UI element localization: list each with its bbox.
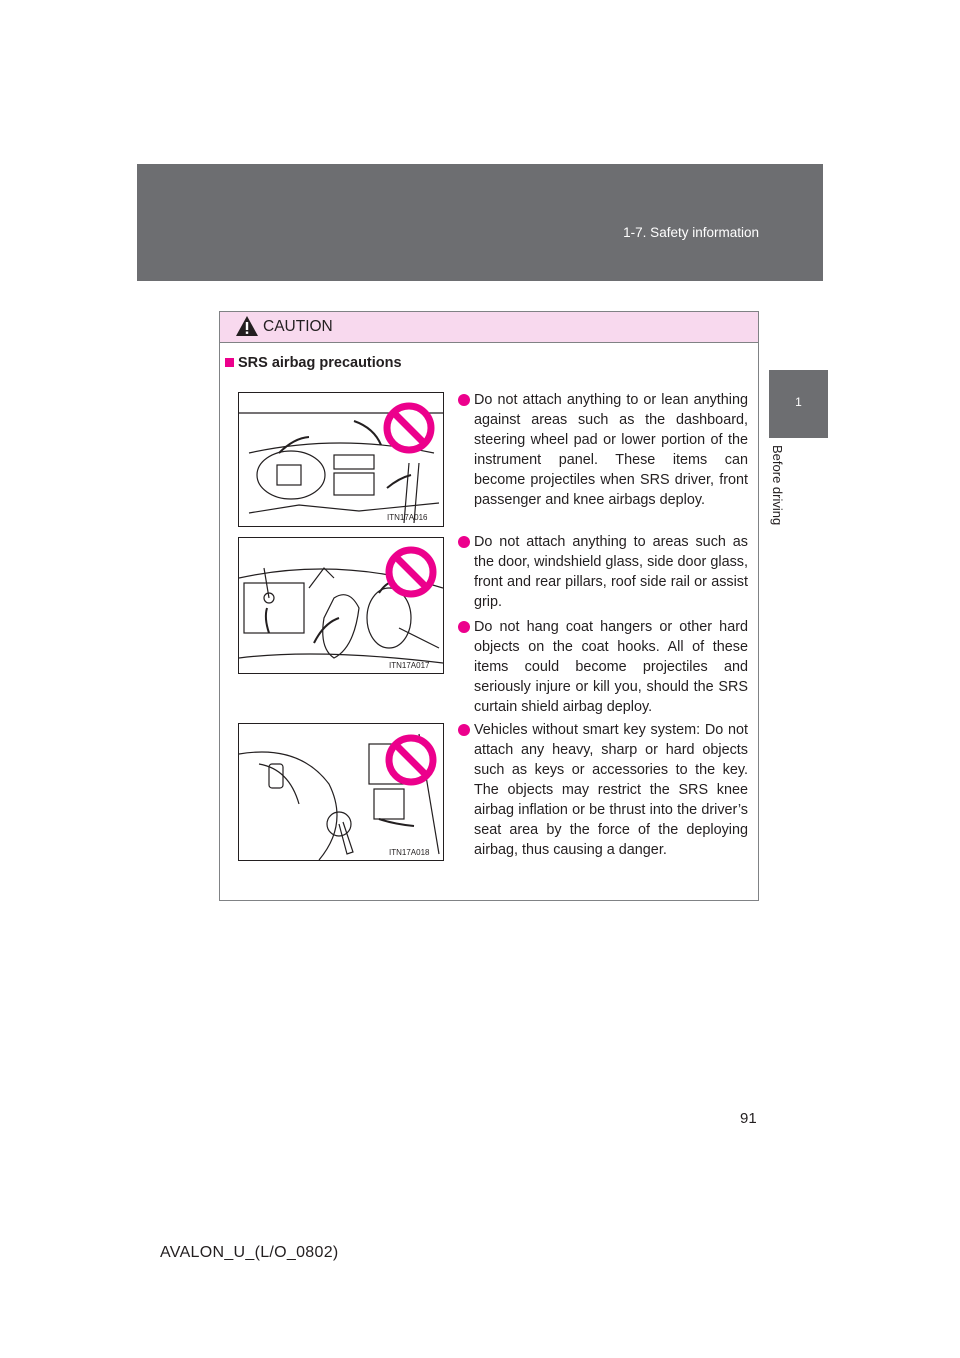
bullet-item: Do not attach anything to or lean anything against areas such as the dashboard, steering wheel pad or lower portion of the instrument panel. These items can become projectiles when SRS driver, front passenger and knee airbags deploy. [474,390,748,510]
bullet-dot-icon [458,536,470,548]
bullet-dot-icon [458,394,470,406]
section-heading: 1-7. Safety information [623,225,759,240]
caution-header [220,312,758,343]
caution-box [219,311,759,901]
chapter-label: Before driving [770,445,785,526]
figure-key-ignition [238,723,444,861]
square-bullet-icon [225,358,234,367]
bullet-item: Do not hang coat hangers or other hard objects on the coat hooks. All of these items could become projectiles and seriously injure or kill you, should the SRS curtain shield airbag deploy. [474,617,748,717]
chapter-tab [769,370,828,438]
page-number: 91 [740,1110,757,1127]
chapter-number: 1 [795,395,802,409]
figure-code: ITN17A017 [389,661,430,670]
figure-dashboard [238,392,444,527]
section-title: SRS airbag precautions [225,355,402,371]
header-band [137,164,823,281]
bullet-item: Do not attach anything to areas such as the door, windshield glass, side door glass, front and rear pillars, roof side rail or assist grip. [474,532,748,612]
bullet-dot-icon [458,724,470,736]
figure-code: ITN17A016 [387,513,428,522]
warning-icon [235,314,259,338]
bullet-item: Vehicles without smart key system: Do not attach any heavy, sharp or hard objects such as keys or accessories to the key. The objects may restrict the SRS knee airbag inflation or be thrust into the driver’s seat area by the force of the deploying airbag, thus causing a danger. [474,720,748,860]
footer-code: AVALON_U_(L/O_0802) [160,1244,339,1261]
caution-title: CAUTION [263,318,333,335]
figure-cabin [238,537,444,674]
bullet-dot-icon [458,621,470,633]
figure-code: ITN17A018 [389,848,430,857]
